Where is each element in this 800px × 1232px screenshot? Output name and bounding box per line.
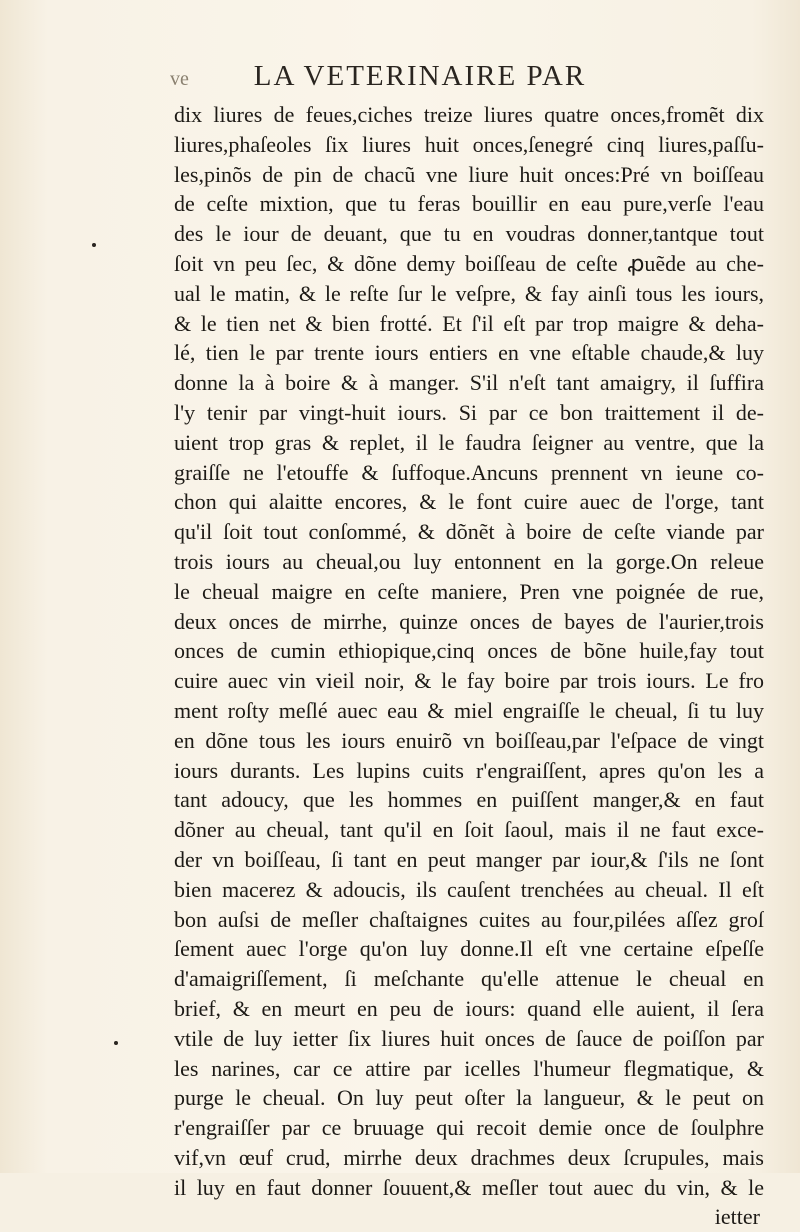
text-line: d'amaigriſſement, ſi meſchante qu'elle attenue le cheual en xyxy=(174,966,764,992)
text-line: les narines, car ce attire par icelles l'humeur flegmatique, & xyxy=(174,1055,764,1081)
text-line: de ceſte mixtion, que tu feras bouillir en eau pure,verſe l'eau xyxy=(174,191,764,217)
text-line: uient trop gras & replet, il le faudra ſeigner au ventre, que la xyxy=(174,429,764,455)
text-line: purge le cheual. On luy peut oſter la langueur, & le peut on xyxy=(174,1085,764,1111)
text-line: qu'il ſoit tout conſommé, & dõnẽt à boire de ceſte viande par xyxy=(174,519,764,545)
text-line: cuire auec vin vieil noir, & le fay boire par trois iours. Le fro xyxy=(174,668,764,694)
running-head: LA VETERINAIRE PAR xyxy=(253,60,587,92)
text-line: der vn boiſſeau, ſi tant en peut manger par iour,& ſ'ils ne ſont xyxy=(174,846,764,872)
text-line: l'y tenir par vingt-huit iours. Si par ce bon traittement il de- xyxy=(174,399,764,425)
catchword: ietter xyxy=(714,1204,760,1230)
text-line: ſement auec l'orge qu'on luy donne.Il eſt vne certaine eſpeſſe xyxy=(174,936,764,962)
text-line: le cheual maigre en ceſte maniere, Pren vne poignée de rue, xyxy=(174,578,764,604)
text-line: & le tien net & bien frotté. Et ſ'il eſt par trop maigre & deha- xyxy=(174,310,764,336)
text-line: en dõne tous les iours enuirõ vn boiſſeau,par l'eſpace de vingt xyxy=(174,727,764,753)
text-line: graiſſe ne l'etouffe & ſuffoque.Ancuns prennent vn ieune co- xyxy=(174,459,764,485)
text-line: liures,phaſeoles ſix liures huit onces,ſenegré cinq liures,paſſu- xyxy=(174,131,764,157)
margin-dot xyxy=(92,243,96,247)
folio-mark: ve xyxy=(170,68,189,90)
text-line: lé, tien le par trente iours entiers en vne eſtable chaude,& luy xyxy=(174,340,764,366)
text-line: vtile de luy ietter ſix liures huit onces de ſauce de poiſſon par xyxy=(174,1025,764,1051)
text-line: vif,vn œuf crud, mirrhe deux drachmes deux ſcrupules, mais xyxy=(174,1144,764,1170)
text-line: dõner au cheual, tant qu'il en ſoit ſaoul, mais il ne faut exce- xyxy=(174,817,764,843)
text-line: brief, & en meurt en peu de iours: quand elle auient, il ſera xyxy=(174,995,764,1021)
text-block xyxy=(174,100,764,1232)
text-line: ſoit vn peu ſec, & dõne demy boiſſeau de ceſte ꝓuẽde au che- xyxy=(174,250,764,276)
margin-dot xyxy=(114,1041,118,1045)
text-line: tant adoucy, que les hommes en puiſſent manger,& en faut xyxy=(174,787,764,813)
text-line: onces de cumin ethiopique,cinq onces de bõne huile,fay tout xyxy=(174,638,764,664)
text-line: des le iour de deuant, que tu en voudras donner,tantque tout xyxy=(174,221,764,247)
text-line: bien macerez & adoucis, ils cauſent trenchées au cheual. Il eſt xyxy=(174,876,764,902)
text-line: chon qui alaitte encores, & le font cuire auec de l'orge, tant xyxy=(174,489,764,515)
text-line: iours durants. Les lupins cuits r'engraiſſent, apres qu'on les a xyxy=(174,757,764,783)
text-line: ment roſty meſlé auec eau & miel engraiſſe le cheual, ſi tu luy xyxy=(174,697,764,723)
text-line: bon auſsi de meſler chaſtaignes cuites au four,pilées aſſez groſ xyxy=(174,906,764,932)
text-line: il luy en faut donner ſouuent,& meſler tout auec du vin, & le xyxy=(174,1174,764,1200)
text-line: dix liures de feues,ciches treize liures quatre onces,fromẽt dix xyxy=(174,102,764,127)
text-line: trois iours au cheual,ou luy entonnent en la gorge.On releue xyxy=(174,548,764,574)
text-line: donne la à boire & à manger. S'il n'eſt tant amaigry, il ſuffira xyxy=(174,370,764,396)
text-line: r'engraiſſer par ce bruuage qui recoit demie once de ſoulphre xyxy=(174,1115,764,1141)
text-line: les,pinõs de pin de chacũ vne liure huit onces:Pré vn boiſſeau xyxy=(174,161,764,187)
text-line: deux onces de mirrhe, quinze onces de bayes de l'aurier,trois xyxy=(174,608,764,634)
text-line: ual le matin, & le reſte ſur le veſpre, & fay ainſi tous les iours, xyxy=(174,280,764,306)
